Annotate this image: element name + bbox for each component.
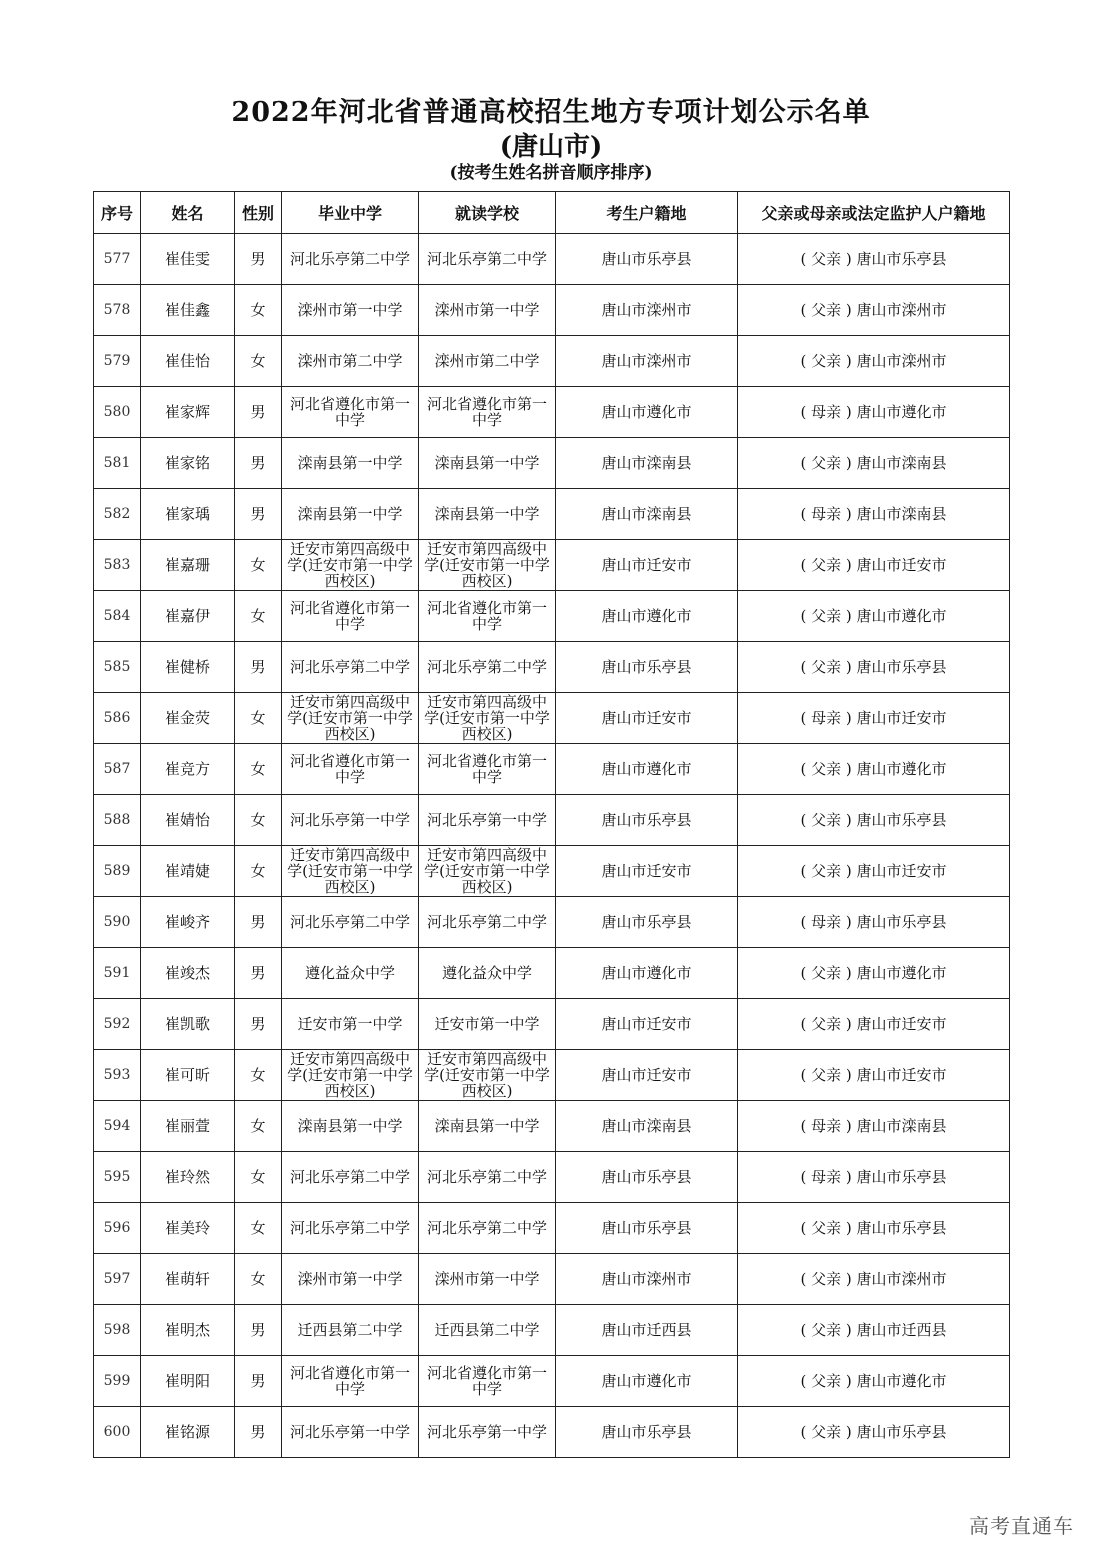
cell-grad-school: 滦州市第一中学 — [282, 285, 419, 336]
cell-no: 589 — [94, 846, 141, 897]
cell-gender: 男 — [235, 234, 282, 285]
table-row — [94, 540, 1010, 591]
column-header-current-school: 就读学校 — [419, 192, 556, 234]
cell-guardian-hukou: ( 父亲 ) 唐山市乐亭县 — [738, 642, 1010, 693]
cell-gender: 女 — [235, 540, 282, 591]
cell-current-school: 滦州市第一中学 — [419, 285, 556, 336]
cell-current-school: 迁西县第二中学 — [419, 1305, 556, 1356]
cell-guardian-hukou: ( 母亲 ) 唐山市滦南县 — [738, 1101, 1010, 1152]
cell-no: 580 — [94, 387, 141, 438]
cell-gender: 女 — [235, 591, 282, 642]
table-body — [94, 234, 1010, 1458]
column-header-gender: 性别 — [235, 192, 282, 234]
cell-grad-school: 遵化益众中学 — [282, 948, 419, 999]
table-header-row — [94, 192, 1010, 234]
table-row — [94, 846, 1010, 897]
cell-name: 崔佳鑫 — [141, 285, 235, 336]
cell-gender: 男 — [235, 489, 282, 540]
cell-gender: 女 — [235, 1203, 282, 1254]
cell-name: 崔萌轩 — [141, 1254, 235, 1305]
cell-grad-school: 迁安市第四高级中学(迁安市第一中学西校区) — [282, 846, 419, 897]
cell-name: 崔家铭 — [141, 438, 235, 489]
cell-hukou: 唐山市乐亭县 — [556, 1152, 738, 1203]
table-row — [94, 1152, 1010, 1203]
cell-name: 崔可昕 — [141, 1050, 235, 1101]
cell-no: 577 — [94, 234, 141, 285]
cell-hukou: 唐山市滦州市 — [556, 1254, 738, 1305]
cell-guardian-hukou: ( 父亲 ) 唐山市迁安市 — [738, 1050, 1010, 1101]
cell-guardian-hukou: ( 母亲 ) 唐山市乐亭县 — [738, 1152, 1010, 1203]
cell-gender: 女 — [235, 285, 282, 336]
cell-no: 578 — [94, 285, 141, 336]
table-row — [94, 1050, 1010, 1101]
cell-hukou: 唐山市迁安市 — [556, 693, 738, 744]
cell-guardian-hukou: ( 父亲 ) 唐山市迁安市 — [738, 846, 1010, 897]
cell-guardian-hukou: ( 父亲 ) 唐山市遵化市 — [738, 948, 1010, 999]
cell-guardian-hukou: ( 父亲 ) 唐山市滦南县 — [738, 438, 1010, 489]
cell-gender: 女 — [235, 795, 282, 846]
cell-name: 崔丽萱 — [141, 1101, 235, 1152]
cell-hukou: 唐山市滦南县 — [556, 438, 738, 489]
cell-name: 崔靖婕 — [141, 846, 235, 897]
cell-gender: 男 — [235, 438, 282, 489]
cell-gender: 女 — [235, 336, 282, 387]
cell-guardian-hukou: ( 父亲 ) 唐山市滦州市 — [738, 336, 1010, 387]
cell-grad-school: 河北乐亭第二中学 — [282, 642, 419, 693]
table-row — [94, 744, 1010, 795]
cell-name: 崔佳雯 — [141, 234, 235, 285]
cell-no: 598 — [94, 1305, 141, 1356]
cell-grad-school: 河北省遵化市第一中学 — [282, 387, 419, 438]
column-header-name: 姓名 — [141, 192, 235, 234]
cell-grad-school: 河北乐亭第一中学 — [282, 795, 419, 846]
cell-guardian-hukou: ( 父亲 ) 唐山市滦州市 — [738, 1254, 1010, 1305]
table-row — [94, 387, 1010, 438]
cell-gender: 男 — [235, 1305, 282, 1356]
cell-no: 585 — [94, 642, 141, 693]
cell-grad-school: 滦南县第一中学 — [282, 438, 419, 489]
cell-current-school: 遵化益众中学 — [419, 948, 556, 999]
cell-grad-school: 迁安市第四高级中学(迁安市第一中学西校区) — [282, 1050, 419, 1101]
cell-current-school: 迁安市第一中学 — [419, 999, 556, 1050]
cell-no: 595 — [94, 1152, 141, 1203]
cell-gender: 女 — [235, 1050, 282, 1101]
table-row — [94, 591, 1010, 642]
cell-current-school: 迁安市第四高级中学(迁安市第一中学西校区) — [419, 693, 556, 744]
cell-gender: 女 — [235, 1101, 282, 1152]
cell-guardian-hukou: ( 父亲 ) 唐山市迁安市 — [738, 540, 1010, 591]
cell-current-school: 滦南县第一中学 — [419, 1101, 556, 1152]
cell-grad-school: 河北乐亭第二中学 — [282, 897, 419, 948]
cell-guardian-hukou: ( 母亲 ) 唐山市乐亭县 — [738, 897, 1010, 948]
cell-name: 崔凯歌 — [141, 999, 235, 1050]
cell-name: 崔佳怡 — [141, 336, 235, 387]
cell-gender: 男 — [235, 1407, 282, 1458]
cell-hukou: 唐山市乐亭县 — [556, 234, 738, 285]
table-row — [94, 948, 1010, 999]
cell-current-school: 河北乐亭第一中学 — [419, 1407, 556, 1458]
cell-grad-school: 迁安市第一中学 — [282, 999, 419, 1050]
document-title: 2022年河北省普通高校招生地方专项计划公示名单 — [231, 97, 871, 128]
cell-current-school: 河北省遵化市第一中学 — [419, 1356, 556, 1407]
table-row — [94, 1356, 1010, 1407]
cell-guardian-hukou: ( 父亲 ) 唐山市遵化市 — [738, 591, 1010, 642]
cell-name: 崔明阳 — [141, 1356, 235, 1407]
cell-guardian-hukou: ( 母亲 ) 唐山市滦南县 — [738, 489, 1010, 540]
cell-current-school: 河北乐亭第一中学 — [419, 795, 556, 846]
cell-no: 593 — [94, 1050, 141, 1101]
cell-grad-school: 河北乐亭第二中学 — [282, 1203, 419, 1254]
cell-gender: 男 — [235, 1356, 282, 1407]
cell-grad-school: 滦州市第一中学 — [282, 1254, 419, 1305]
cell-hukou: 唐山市遵化市 — [556, 948, 738, 999]
cell-name: 崔嘉珊 — [141, 540, 235, 591]
cell-name: 崔明杰 — [141, 1305, 235, 1356]
cell-hukou: 唐山市乐亭县 — [556, 795, 738, 846]
cell-name: 崔峻齐 — [141, 897, 235, 948]
cell-hukou: 唐山市迁安市 — [556, 999, 738, 1050]
cell-guardian-hukou: ( 父亲 ) 唐山市乐亭县 — [738, 234, 1010, 285]
cell-no: 586 — [94, 693, 141, 744]
cell-guardian-hukou: ( 父亲 ) 唐山市乐亭县 — [738, 1203, 1010, 1254]
cell-grad-school: 河北乐亭第二中学 — [282, 234, 419, 285]
column-header-grad-school: 毕业中学 — [282, 192, 419, 234]
cell-guardian-hukou: ( 母亲 ) 唐山市迁安市 — [738, 693, 1010, 744]
cell-current-school: 河北乐亭第二中学 — [419, 897, 556, 948]
cell-guardian-hukou: ( 父亲 ) 唐山市乐亭县 — [738, 1407, 1010, 1458]
cell-grad-school: 滦南县第一中学 — [282, 1101, 419, 1152]
cell-gender: 女 — [235, 1254, 282, 1305]
cell-gender: 男 — [235, 897, 282, 948]
cell-grad-school: 迁西县第二中学 — [282, 1305, 419, 1356]
cell-no: 581 — [94, 438, 141, 489]
cell-current-school: 河北乐亭第二中学 — [419, 1152, 556, 1203]
cell-current-school: 河北省遵化市第一中学 — [419, 387, 556, 438]
table-row — [94, 795, 1010, 846]
cell-hukou: 唐山市乐亭县 — [556, 1407, 738, 1458]
table-row — [94, 897, 1010, 948]
cell-no: 582 — [94, 489, 141, 540]
roster-table — [93, 191, 1010, 1458]
cell-current-school: 迁安市第四高级中学(迁安市第一中学西校区) — [419, 1050, 556, 1101]
cell-name: 崔金荧 — [141, 693, 235, 744]
watermark: 高考直通车 — [969, 1514, 1074, 1538]
cell-name: 崔竞方 — [141, 744, 235, 795]
cell-no: 591 — [94, 948, 141, 999]
cell-no: 584 — [94, 591, 141, 642]
table-row — [94, 489, 1010, 540]
cell-guardian-hukou: ( 父亲 ) 唐山市迁安市 — [738, 999, 1010, 1050]
cell-grad-school: 迁安市第四高级中学(迁安市第一中学西校区) — [282, 693, 419, 744]
cell-gender: 男 — [235, 948, 282, 999]
cell-gender: 男 — [235, 387, 282, 438]
table-row — [94, 336, 1010, 387]
table-row — [94, 234, 1010, 285]
cell-hukou: 唐山市遵化市 — [556, 387, 738, 438]
cell-guardian-hukou: ( 父亲 ) 唐山市迁西县 — [738, 1305, 1010, 1356]
cell-no: 594 — [94, 1101, 141, 1152]
cell-current-school: 河北省遵化市第一中学 — [419, 744, 556, 795]
cell-no: 587 — [94, 744, 141, 795]
cell-grad-school: 滦州市第二中学 — [282, 336, 419, 387]
cell-name: 崔竣杰 — [141, 948, 235, 999]
cell-current-school: 河北省遵化市第一中学 — [419, 591, 556, 642]
cell-hukou: 唐山市迁西县 — [556, 1305, 738, 1356]
cell-guardian-hukou: ( 母亲 ) 唐山市遵化市 — [738, 387, 1010, 438]
cell-current-school: 迁安市第四高级中学(迁安市第一中学西校区) — [419, 540, 556, 591]
cell-grad-school: 滦南县第一中学 — [282, 489, 419, 540]
cell-no: 600 — [94, 1407, 141, 1458]
cell-name: 崔婧怡 — [141, 795, 235, 846]
column-header-no: 序号 — [94, 192, 141, 234]
cell-name: 崔铭源 — [141, 1407, 235, 1458]
cell-no: 579 — [94, 336, 141, 387]
table-row — [94, 285, 1010, 336]
cell-grad-school: 河北乐亭第二中学 — [282, 1152, 419, 1203]
cell-current-school: 河北乐亭第二中学 — [419, 1203, 556, 1254]
cell-name: 崔健桥 — [141, 642, 235, 693]
cell-grad-school: 河北省遵化市第一中学 — [282, 1356, 419, 1407]
cell-gender: 女 — [235, 744, 282, 795]
table-row — [94, 438, 1010, 489]
cell-no: 597 — [94, 1254, 141, 1305]
table-row — [94, 1305, 1010, 1356]
cell-hukou: 唐山市乐亭县 — [556, 642, 738, 693]
cell-current-school: 滦州市第二中学 — [419, 336, 556, 387]
column-header-guardian-hukou: 父亲或母亲或法定监护人户籍地 — [738, 192, 1010, 234]
table-row — [94, 1254, 1010, 1305]
cell-gender: 男 — [235, 642, 282, 693]
cell-name: 崔家瑀 — [141, 489, 235, 540]
cell-current-school: 河北乐亭第二中学 — [419, 642, 556, 693]
table-row — [94, 1101, 1010, 1152]
cell-hukou: 唐山市滦州市 — [556, 336, 738, 387]
cell-gender: 女 — [235, 1152, 282, 1203]
cell-no: 592 — [94, 999, 141, 1050]
column-header-hukou: 考生户籍地 — [556, 192, 738, 234]
cell-name: 崔美玲 — [141, 1203, 235, 1254]
cell-name: 崔家辉 — [141, 387, 235, 438]
cell-hukou: 唐山市遵化市 — [556, 1356, 738, 1407]
cell-current-school: 迁安市第四高级中学(迁安市第一中学西校区) — [419, 846, 556, 897]
cell-no: 583 — [94, 540, 141, 591]
table-row — [94, 999, 1010, 1050]
cell-current-school: 滦南县第一中学 — [419, 489, 556, 540]
cell-name: 崔嘉伊 — [141, 591, 235, 642]
cell-guardian-hukou: ( 父亲 ) 唐山市遵化市 — [738, 744, 1010, 795]
cell-hukou: 唐山市滦南县 — [556, 1101, 738, 1152]
cell-hukou: 唐山市遵化市 — [556, 744, 738, 795]
sort-note: (按考生姓名拼音顺序排序) — [449, 163, 653, 183]
cell-grad-school: 河北省遵化市第一中学 — [282, 591, 419, 642]
cell-guardian-hukou: ( 父亲 ) 唐山市遵化市 — [738, 1356, 1010, 1407]
cell-grad-school: 迁安市第四高级中学(迁安市第一中学西校区) — [282, 540, 419, 591]
cell-hukou: 唐山市迁安市 — [556, 540, 738, 591]
cell-current-school: 滦州市第一中学 — [419, 1254, 556, 1305]
cell-gender: 男 — [235, 999, 282, 1050]
cell-hukou: 唐山市滦州市 — [556, 285, 738, 336]
cell-guardian-hukou: ( 父亲 ) 唐山市滦州市 — [738, 285, 1010, 336]
cell-no: 588 — [94, 795, 141, 846]
cell-no: 599 — [94, 1356, 141, 1407]
city-subtitle: (唐山市) — [499, 132, 603, 162]
cell-guardian-hukou: ( 父亲 ) 唐山市乐亭县 — [738, 795, 1010, 846]
cell-hukou: 唐山市迁安市 — [556, 846, 738, 897]
cell-name: 崔玲然 — [141, 1152, 235, 1203]
table-row — [94, 1407, 1010, 1458]
table-row — [94, 642, 1010, 693]
cell-current-school: 河北乐亭第二中学 — [419, 234, 556, 285]
cell-current-school: 滦南县第一中学 — [419, 438, 556, 489]
cell-hukou: 唐山市遵化市 — [556, 591, 738, 642]
cell-gender: 女 — [235, 693, 282, 744]
cell-grad-school: 河北乐亭第一中学 — [282, 1407, 419, 1458]
cell-hukou: 唐山市滦南县 — [556, 489, 738, 540]
cell-no: 590 — [94, 897, 141, 948]
table-row — [94, 693, 1010, 744]
cell-grad-school: 河北省遵化市第一中学 — [282, 744, 419, 795]
cell-hukou: 唐山市乐亭县 — [556, 897, 738, 948]
cell-hukou: 唐山市乐亭县 — [556, 1203, 738, 1254]
cell-no: 596 — [94, 1203, 141, 1254]
cell-hukou: 唐山市迁安市 — [556, 1050, 738, 1101]
cell-gender: 女 — [235, 846, 282, 897]
table-row — [94, 1203, 1010, 1254]
